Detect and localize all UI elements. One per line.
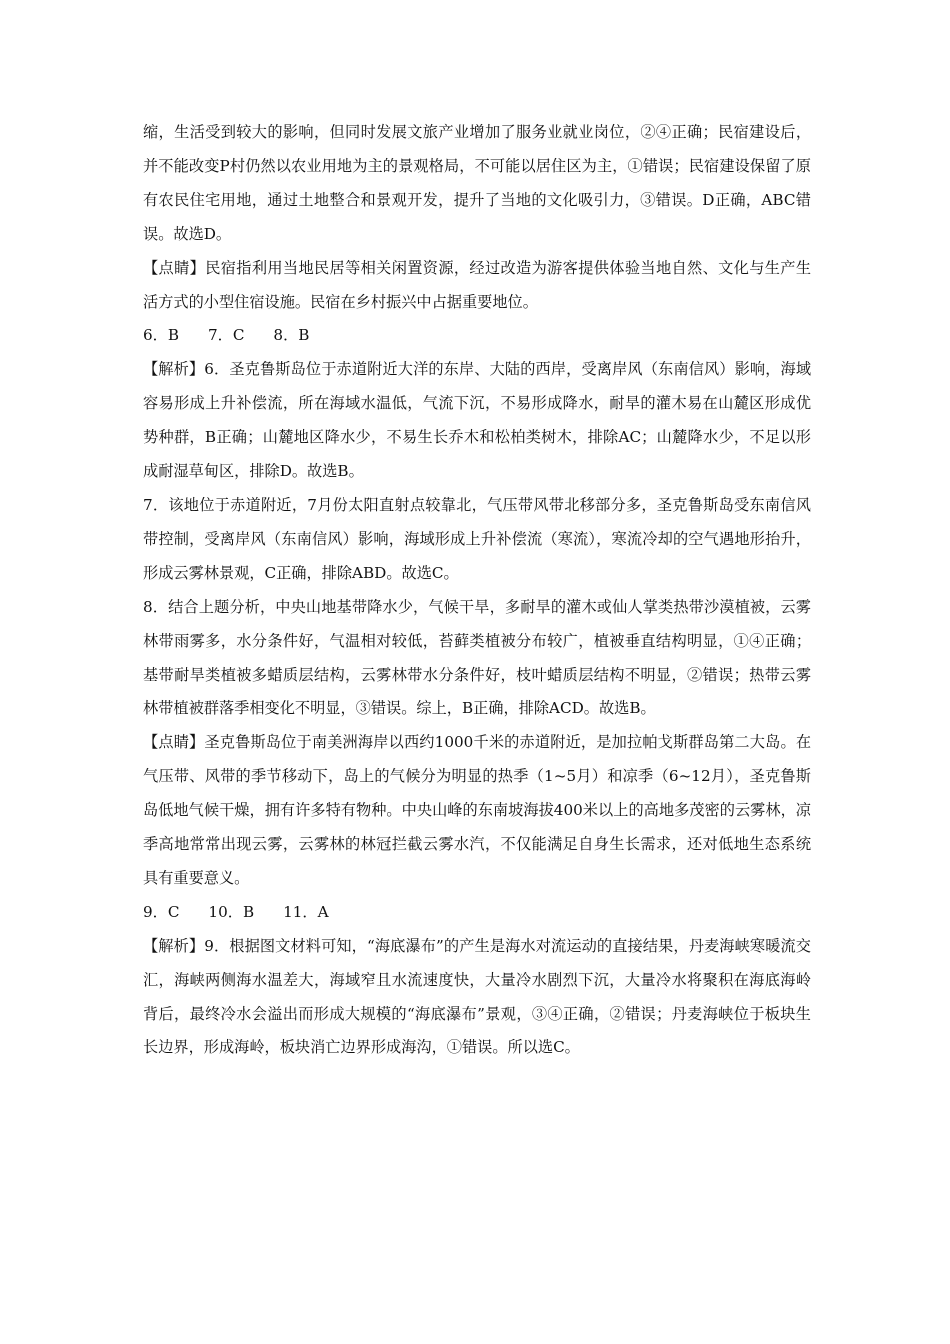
paragraph-text: 6．圣克鲁斯岛位于赤道附近大洋的东岸、大陆的西岸，受离岸风（东南信风）影响，海域容易形成上升补偿流，所在海域水温低，气流下沉，不易形成降水，耐旱的灌木易在山麓区形成优势种群，B正确；山麓地区降水少，不易生长乔木和松柏类树木，排除AC；山麓降水少，不足以形成耐湿草甸区，排除D。故选B。 [143, 360, 812, 481]
paragraph-analysis-6 [143, 353, 811, 489]
note-tag: 【点睛】 [143, 258, 206, 277]
document-page [143, 116, 811, 1065]
paragraph-analysis-9 [143, 930, 811, 1066]
paragraph-note-6-8 [143, 726, 811, 896]
paragraph-note-5 [143, 252, 811, 320]
paragraph-text: 民宿指利用当地民居等相关闲置资源，经过改造为游客提供体验当地自然、文化与生产生活方式的小型住宿设施。民宿在乡村振兴中占据重要地位。 [143, 258, 812, 311]
note-tag: 【点睛】 [143, 733, 205, 752]
answer-key-9-11: 9．C 10．B 11．A [143, 902, 329, 921]
paragraph-text: 9．根据图文材料可知，“海底瀑布”的产生是海水对流运动的直接结果，丹麦海峡寒暖流交汇，海峡两侧海水温差大，海域窄且水流速度快，大量冷水剧烈下沉，大量冷水将聚积在海底海岭背后，最终冷水会溢出而形成大规模的“海底瀑布”景观，③④正确，②错误；丹麦海峡位于板块生长边界，形成海岭，板块消亡边界形成海沟，①错误。所以选C。 [143, 936, 811, 1057]
paragraph-analysis-8 [143, 591, 811, 727]
paragraph-text: 7．该地位于赤道附近，7月份太阳直射点较靠北，气压带风带北移部分多，圣克鲁斯岛受东南信风带控制，受离岸风（东南信风）影响，海域形成上升补偿流（寒流），寒流冷却的空气遇地形抬升，形成云雾林景观，C正确，排除ABD。故选C。 [143, 495, 811, 582]
analysis-tag: 【解析】 [143, 360, 205, 379]
paragraph-text: 8．结合上题分析，中央山地基带降水少，气候干旱，多耐旱的灌木或仙人掌类热带沙漠植被，云雾林带雨雾多，水分条件好，气温相对较低，苔藓类植被分布较广，植被垂直结构明显，①④正确；基带耐旱类植被多蜡质层结构，云雾林带水分条件好，枝叶蜡质层结构不明显，②错误；热带云雾林带植被群落季相变化不明显，③错误。综上，B正确，排除ACD。故选B。 [143, 597, 811, 718]
paragraph-analysis-7 [143, 489, 811, 591]
paragraph-text: 圣克鲁斯岛位于南美洲海岸以西约1000千米的赤道附近，是加拉帕戈斯群岛第二大岛。在气压带、风带的季节移动下，岛上的气候分为明显的热季（1~5月）和凉季（6~12月），圣克鲁斯岛低地气候干燥，拥有许多特有物种。中央山峰的东南坡海拔400米以上的高地多茂密的云雾林，凉季高地常常出现云雾，云雾林的林冠拦截云雾水汽，不仅能满足自身生长需求，还对低地生态系统具有重要意义。 [143, 733, 812, 887]
paragraph-text: 缩，生活受到较大的影响，但同时发展文旅产业增加了服务业就业岗位，②④正确；民宿建设后，并不能改变P村仍然以农业用地为主的景观格局，不可能以居住区为主，①错误；民宿建设保留了原有农民住宅用地，通过土地整合和景观开发，提升了当地的文化吸引力，③错误。D正确，ABC错误。故选D。 [143, 123, 811, 243]
answer-key-6-8: 6．B 7．C 8．B [143, 326, 310, 345]
paragraph-answer-5-continued [143, 116, 811, 252]
analysis-tag: 【解析】 [143, 936, 205, 955]
